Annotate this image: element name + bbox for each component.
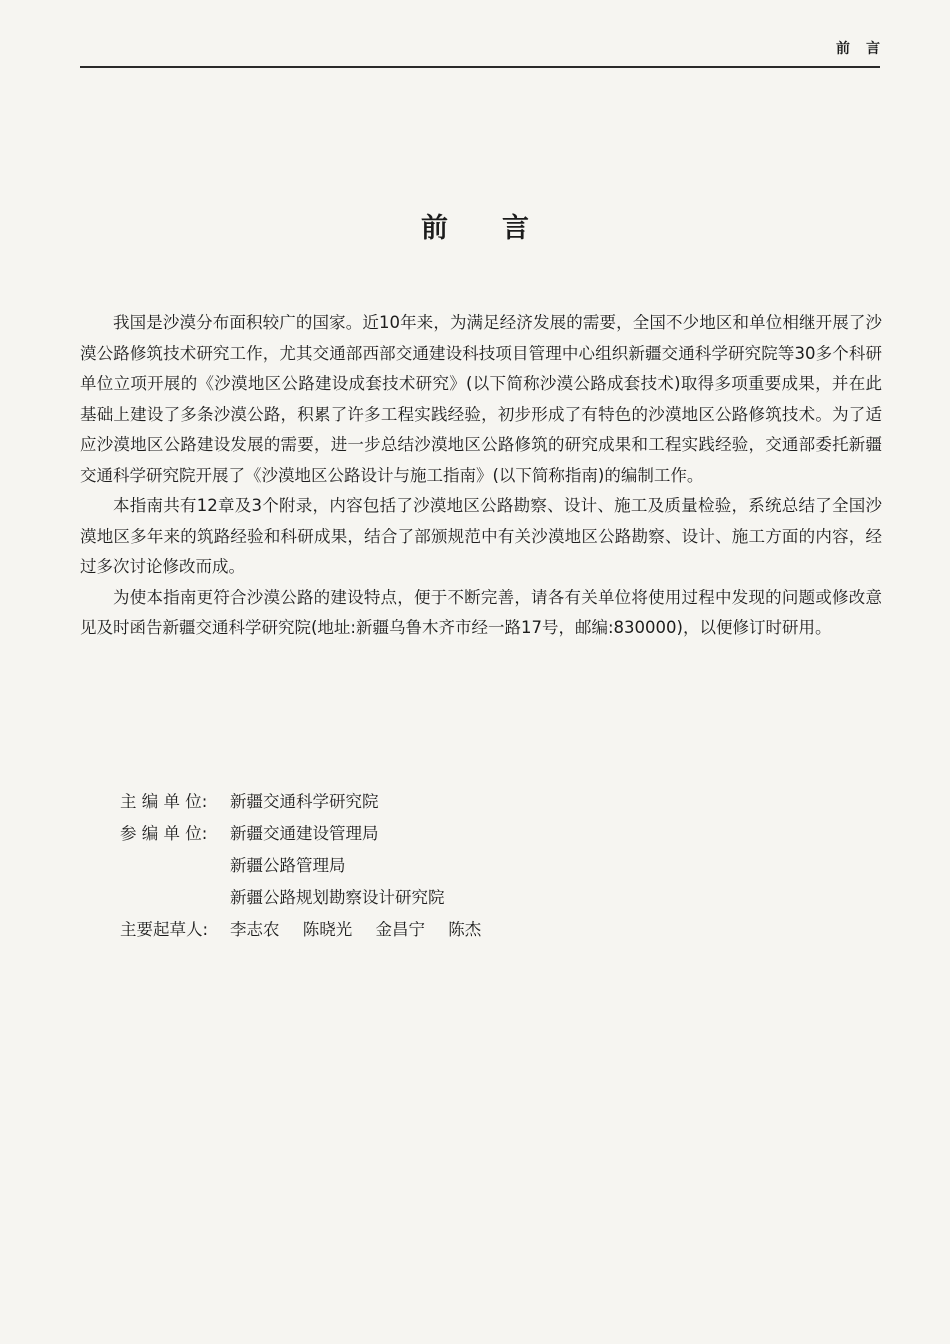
chief-unit-row xyxy=(120,786,481,818)
paragraph-1: 我国是沙漠分布面积较广的国家。近10年来，为满足经济发展的需要，全国不少地区和单位相继开展了沙漠公路修筑技术研究工作，尤其交通部西部交通建设科技项目管理中心组织新疆交通科学研究院等30多个科研单位立项开展的《沙漠地区公路建设成套技术研究》(以下简称沙漠公路成套技术)取得多项重要成果，并在此基础上建设了多条沙漠公路，积累了许多工程实践经验，初步形成了有特色的沙漠地区公路修筑技术。为了适应沙漠地区公路建设发展的需要，进一步总结沙漠地区公路修筑的研究成果和工程实践经验，交通部委托新疆交通科学研究院开展了《沙漠地区公路设计与施工指南》(以下简称指南)的编制工作。 xyxy=(80,313,882,485)
credit-label-spacer xyxy=(120,850,230,882)
preface-body xyxy=(80,308,882,644)
paragraph-3: 为使本指南更符合沙漠公路的建设特点，便于不断完善，请各有关单位将使用过程中发现的问题或修改意见及时函告新疆交通科学研究院(地址:新疆乌鲁木齐市经一路17号，邮编:830000)，以便修订时研用。 xyxy=(80,587,882,637)
participating-unit-row xyxy=(120,882,481,914)
paragraph-2: 本指南共有12章及3个附录，内容包括了沙漠地区公路勘察、设计、施工及质量检验，系统总结了全国沙漠地区多年来的筑路经验和科研成果，结合了部颁规范中有关沙漠地区公路勘察、设计、施工方面的内容，经过多次讨论修改而成。 xyxy=(80,496,882,576)
credits-block xyxy=(120,786,481,946)
participating-unit-row xyxy=(120,818,481,850)
credit-label-spacer xyxy=(120,882,230,914)
drafters-value: 李志农 陈晓光 金昌宁 陈杰 xyxy=(230,920,482,939)
participating-unit-1: 新疆交通建设管理局 xyxy=(230,824,379,843)
running-header xyxy=(80,30,896,68)
participating-unit-2: 新疆公路管理局 xyxy=(230,856,346,875)
participating-unit-label: 参 编 单 位: xyxy=(120,824,208,843)
page-title: 前言 xyxy=(421,213,583,244)
chief-unit-label: 主 编 单 位: xyxy=(120,792,208,811)
participating-unit-row xyxy=(120,850,481,882)
drafters-label: 主要起草人: xyxy=(120,920,209,939)
chief-unit-value: 新疆交通科学研究院 xyxy=(230,792,379,811)
running-header-title: 前言 xyxy=(836,41,896,57)
participating-unit-3: 新疆公路规划勘察设计研究院 xyxy=(230,888,445,907)
drafters-row xyxy=(120,914,481,946)
